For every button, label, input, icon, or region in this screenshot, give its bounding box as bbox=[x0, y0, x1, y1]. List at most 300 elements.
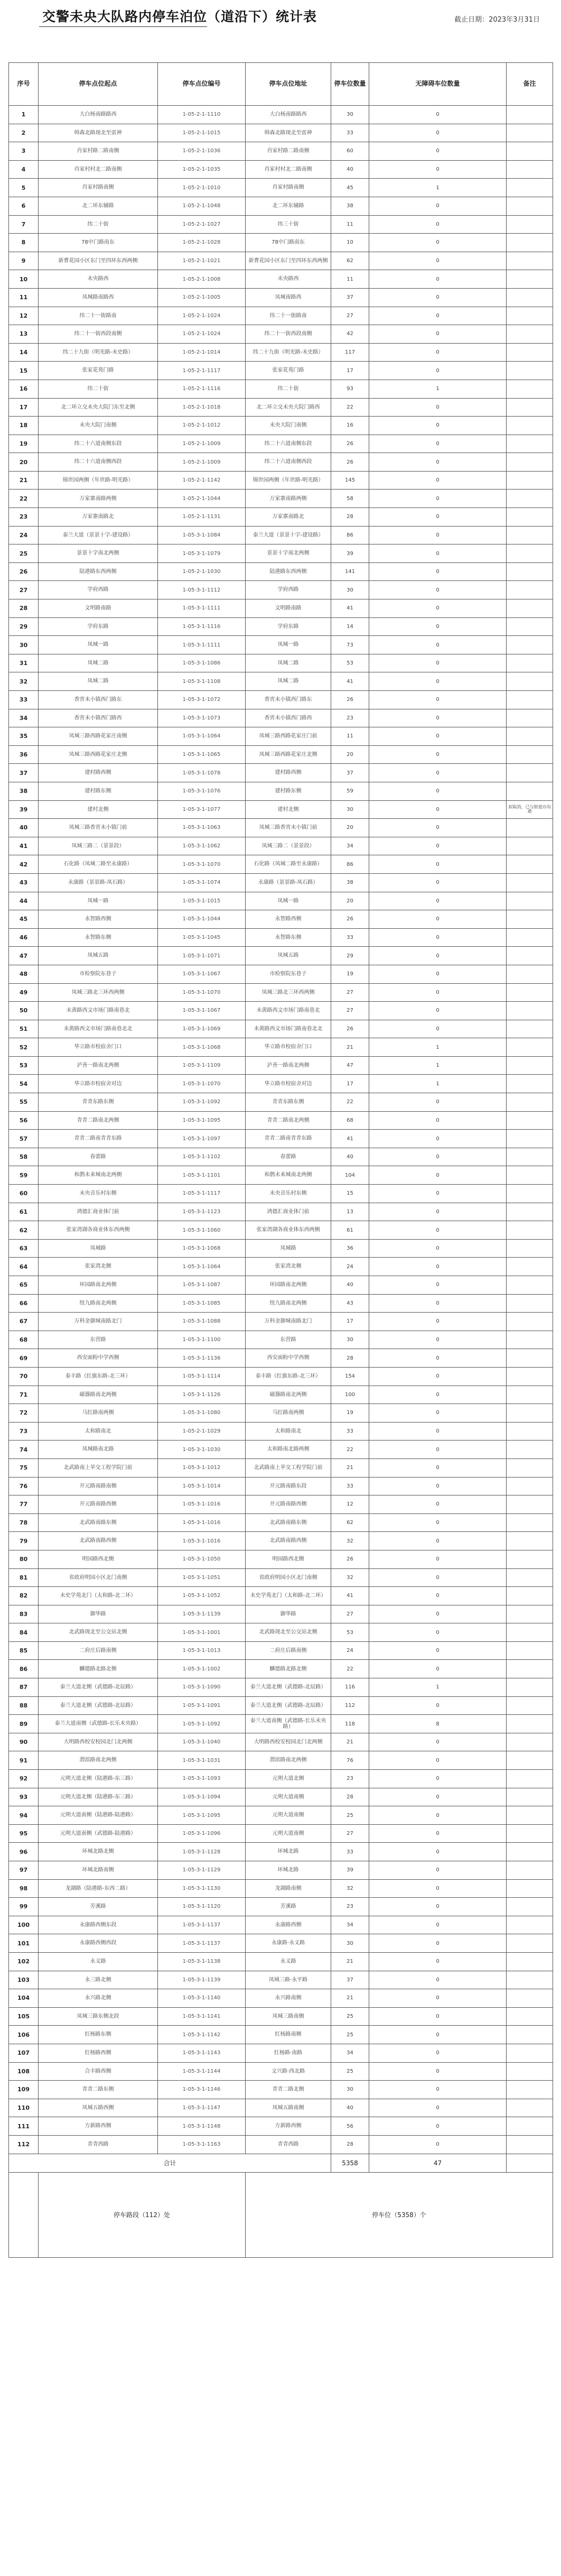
row-accessible-count: 0 bbox=[369, 1020, 507, 1038]
table-row bbox=[9, 2135, 553, 2154]
row-code: 1-05-3-1-1100 bbox=[158, 1331, 246, 1349]
row-count: 60 bbox=[331, 142, 369, 161]
row-seq: 57 bbox=[9, 1130, 39, 1148]
row-end-location: 凤城五路南侧 bbox=[246, 2099, 331, 2117]
table-row bbox=[9, 599, 553, 618]
row-code: 1-05-3-1-1016 bbox=[158, 1532, 246, 1550]
row-start-location: 凤城二路 bbox=[39, 672, 158, 691]
row-start-location: 渭滨路南北两侧 bbox=[39, 1751, 158, 1770]
row-start-location: 大明路西校安校园北门北两侧 bbox=[39, 1733, 158, 1751]
row-end-location: 肖家村路二路南侧 bbox=[246, 142, 331, 161]
row-accessible-count: 0 bbox=[369, 1367, 507, 1386]
row-end-location: 环城北路 bbox=[246, 1843, 331, 1861]
row-seq: 48 bbox=[9, 965, 39, 983]
row-accessible-count: 0 bbox=[369, 2026, 507, 2044]
row-remark bbox=[507, 1203, 553, 1221]
row-accessible-count: 0 bbox=[369, 709, 507, 727]
row-accessible-count: 0 bbox=[369, 1002, 507, 1020]
row-seq: 102 bbox=[9, 1952, 39, 1971]
row-code: 1-05-3-1-1095 bbox=[158, 1111, 246, 1130]
table-row bbox=[9, 1568, 553, 1587]
table-row bbox=[9, 1513, 553, 1532]
row-count: 26 bbox=[331, 435, 369, 453]
row-start-location: 北二环东辅路 bbox=[39, 197, 158, 215]
row-seq: 9 bbox=[9, 252, 39, 270]
row-remark bbox=[507, 691, 553, 709]
row-end-location: 青青二路南青青东路 bbox=[246, 1130, 331, 1148]
row-accessible-count: 0 bbox=[369, 928, 507, 947]
row-remark bbox=[507, 892, 553, 910]
row-code: 1-05-3-1-1092 bbox=[158, 1093, 246, 1112]
row-end-location: 泰兰大道南侧（武德路-长乐未央路） bbox=[246, 1715, 331, 1733]
row-start-location: 永智路西侧 bbox=[39, 910, 158, 929]
table-row bbox=[9, 362, 553, 380]
row-remark bbox=[507, 745, 553, 764]
table-row bbox=[9, 106, 553, 124]
table-row bbox=[9, 855, 553, 874]
table-row bbox=[9, 179, 553, 197]
table-row bbox=[9, 745, 553, 764]
row-seq: 53 bbox=[9, 1056, 39, 1075]
row-seq: 16 bbox=[9, 380, 39, 398]
table-row bbox=[9, 1477, 553, 1495]
row-end-location: 太和路南北路两侧 bbox=[246, 1441, 331, 1459]
row-seq: 13 bbox=[9, 325, 39, 344]
row-end-location: 纽九路南北两侧 bbox=[246, 1294, 331, 1313]
row-count: 93 bbox=[331, 380, 369, 398]
row-count: 25 bbox=[331, 2062, 369, 2081]
row-count: 41 bbox=[331, 672, 369, 691]
row-code: 1-05-3-1-1126 bbox=[158, 1386, 246, 1404]
row-remark bbox=[507, 1367, 553, 1386]
row-remark bbox=[507, 106, 553, 124]
row-count: 73 bbox=[331, 636, 369, 654]
row-start-location: 华立路市校宿舍对边 bbox=[39, 1075, 158, 1093]
row-remark bbox=[507, 1934, 553, 1953]
row-remark bbox=[507, 1185, 553, 1203]
row-remark bbox=[507, 1916, 553, 1934]
table-row bbox=[9, 1660, 553, 1678]
table-row bbox=[9, 1879, 553, 1898]
row-remark bbox=[507, 288, 553, 307]
row-accessible-count: 0 bbox=[369, 1770, 507, 1788]
table-row bbox=[9, 1331, 553, 1349]
row-accessible-count: 0 bbox=[369, 234, 507, 252]
row-code: 1-05-3-1-1116 bbox=[158, 617, 246, 636]
row-remark bbox=[507, 1806, 553, 1825]
row-accessible-count: 0 bbox=[369, 617, 507, 636]
table-row bbox=[9, 2099, 553, 2117]
row-code: 1-05-3-1-1072 bbox=[158, 691, 246, 709]
row-seq: 8 bbox=[9, 234, 39, 252]
row-count: 22 bbox=[331, 398, 369, 417]
row-seq: 94 bbox=[9, 1806, 39, 1825]
row-remark bbox=[507, 1568, 553, 1587]
row-remark bbox=[507, 417, 553, 435]
row-code: 1-05-2-1-1010 bbox=[158, 179, 246, 197]
table-row bbox=[9, 727, 553, 746]
row-seq: 49 bbox=[9, 983, 39, 1002]
row-seq: 44 bbox=[9, 892, 39, 910]
row-remark bbox=[507, 142, 553, 161]
row-start-location: 青青二路南北两侧 bbox=[39, 1111, 158, 1130]
row-seq: 70 bbox=[9, 1367, 39, 1386]
row-start-location: 元朔大道南侧（陆港路-陆港路） bbox=[39, 1806, 158, 1825]
row-end-location: 凤城三路香宵未小镇门前 bbox=[246, 819, 331, 837]
row-seq: 81 bbox=[9, 1568, 39, 1587]
table-row bbox=[9, 471, 553, 490]
table-row bbox=[9, 1056, 553, 1075]
row-seq: 41 bbox=[9, 837, 39, 855]
table-row bbox=[9, 1806, 553, 1825]
row-seq: 38 bbox=[9, 782, 39, 800]
row-remark bbox=[507, 1130, 553, 1148]
row-seq: 92 bbox=[9, 1770, 39, 1788]
row-end-location: 景景十字南北两侧 bbox=[246, 544, 331, 563]
row-start-location: 青青二路南青青东路 bbox=[39, 1130, 158, 1148]
row-end-location: 万科金御城南路北门 bbox=[246, 1313, 331, 1331]
row-accessible-count: 0 bbox=[369, 1843, 507, 1861]
row-remark bbox=[507, 544, 553, 563]
row-seq: 104 bbox=[9, 1989, 39, 2008]
row-code: 1-05-2-1-1024 bbox=[158, 325, 246, 344]
row-seq: 109 bbox=[9, 2081, 39, 2099]
row-remark bbox=[507, 562, 553, 581]
row-remark bbox=[507, 1349, 553, 1368]
row-seq: 72 bbox=[9, 1404, 39, 1423]
row-seq: 107 bbox=[9, 2044, 39, 2062]
row-start-location: 元朔大道南侧（武德路-陆港路） bbox=[39, 1824, 158, 1843]
row-start-location: 永康路西侧西段 bbox=[39, 1934, 158, 1953]
row-accessible-count: 1 bbox=[369, 1075, 507, 1093]
row-end-location: 二府庄后路南侧 bbox=[246, 1641, 331, 1660]
row-code: 1-05-3-1-1016 bbox=[158, 1513, 246, 1532]
row-seq: 61 bbox=[9, 1203, 39, 1221]
row-count: 41 bbox=[331, 1130, 369, 1148]
table-row bbox=[9, 636, 553, 654]
row-seq: 80 bbox=[9, 1550, 39, 1568]
row-count: 20 bbox=[331, 892, 369, 910]
row-start-location: 万科金御城南路北门 bbox=[39, 1313, 158, 1331]
table-row bbox=[9, 343, 553, 362]
total-count: 5358 bbox=[331, 2154, 369, 2172]
row-seq: 87 bbox=[9, 1678, 39, 1697]
row-count: 17 bbox=[331, 362, 369, 380]
row-start-location: 张家湾北侧 bbox=[39, 1258, 158, 1276]
row-remark bbox=[507, 325, 553, 344]
row-code: 1-05-2-1-1009 bbox=[158, 435, 246, 453]
row-seq: 64 bbox=[9, 1258, 39, 1276]
row-start-location: 泰兰大道北侧（武德路-北辰路） bbox=[39, 1678, 158, 1697]
document-title: 交警未央大队路内停车泊位（道沿下）统计表 bbox=[42, 9, 317, 24]
row-count: 30 bbox=[331, 1331, 369, 1349]
table-row bbox=[9, 1294, 553, 1313]
row-start-location: 元朔大道北侧（陆港路-东三路） bbox=[39, 1788, 158, 1806]
row-seq: 69 bbox=[9, 1349, 39, 1368]
row-end-location: 78中门路南东 bbox=[246, 234, 331, 252]
row-end-location: 青青西路 bbox=[246, 2135, 331, 2154]
table-row bbox=[9, 417, 553, 435]
row-code: 1-05-3-1-1062 bbox=[158, 837, 246, 855]
row-code: 1-05-3-1-1141 bbox=[158, 2007, 246, 2026]
row-count: 33 bbox=[331, 1843, 369, 1861]
row-code: 1-05-3-1-1142 bbox=[158, 2026, 246, 2044]
row-remark bbox=[507, 873, 553, 892]
summary-row bbox=[9, 2172, 553, 2257]
row-count: 145 bbox=[331, 471, 369, 490]
row-accessible-count: 1 bbox=[369, 1678, 507, 1697]
row-seq: 103 bbox=[9, 1971, 39, 1989]
row-end-location: 青青二路南北两侧 bbox=[246, 1111, 331, 1130]
row-remark bbox=[507, 1313, 553, 1331]
row-start-location: 纬二十一街路南 bbox=[39, 307, 158, 325]
table-row bbox=[9, 1696, 553, 1715]
row-accessible-count: 0 bbox=[369, 782, 507, 800]
row-count: 21 bbox=[331, 1458, 369, 1477]
row-count: 15 bbox=[331, 1185, 369, 1203]
row-seq: 75 bbox=[9, 1458, 39, 1477]
row-seq: 68 bbox=[9, 1331, 39, 1349]
row-start-location: 建村路东侧 bbox=[39, 782, 158, 800]
row-remark bbox=[507, 1678, 553, 1697]
row-seq: 50 bbox=[9, 1002, 39, 1020]
row-end-location: 锦世园两侧（年世路-明光路） bbox=[246, 471, 331, 490]
table-row bbox=[9, 1989, 553, 2008]
row-remark bbox=[507, 709, 553, 727]
row-remark bbox=[507, 1587, 553, 1605]
row-code: 1-05-3-1-1015 bbox=[158, 892, 246, 910]
row-seq: 82 bbox=[9, 1587, 39, 1605]
row-accessible-count: 0 bbox=[369, 1185, 507, 1203]
row-count: 39 bbox=[331, 544, 369, 563]
row-end-location: 凤城三路西路花家庄北侧 bbox=[246, 745, 331, 764]
row-start-location: 龙湖路（陆港路-东西二路） bbox=[39, 1879, 158, 1898]
row-seq: 111 bbox=[9, 2117, 39, 2136]
table-row bbox=[9, 215, 553, 234]
row-remark bbox=[507, 1733, 553, 1751]
row-remark bbox=[507, 1258, 553, 1276]
row-end-location: 纬三十街 bbox=[246, 215, 331, 234]
row-remark bbox=[507, 490, 553, 508]
row-end-location: 纬二十六道南侧西段 bbox=[246, 453, 331, 472]
row-accessible-count: 0 bbox=[369, 1258, 507, 1276]
row-accessible-count: 0 bbox=[369, 1916, 507, 1934]
row-seq: 86 bbox=[9, 1660, 39, 1678]
row-start-location: 芳溪路 bbox=[39, 1898, 158, 1916]
row-remark bbox=[507, 1093, 553, 1112]
row-accessible-count: 0 bbox=[369, 1093, 507, 1112]
table-row bbox=[9, 1623, 553, 1642]
row-seq: 47 bbox=[9, 947, 39, 965]
total-row bbox=[9, 2154, 553, 2172]
total-remark bbox=[507, 2154, 553, 2172]
row-accessible-count: 0 bbox=[369, 562, 507, 581]
row-accessible-count: 0 bbox=[369, 983, 507, 1002]
row-code: 1-05-3-1-1013 bbox=[158, 1641, 246, 1660]
row-remark bbox=[507, 1276, 553, 1295]
row-seq: 34 bbox=[9, 709, 39, 727]
row-code: 1-05-3-1-1096 bbox=[158, 1824, 246, 1843]
row-end-location: 万家寨南路两侧 bbox=[246, 490, 331, 508]
row-seq: 7 bbox=[9, 215, 39, 234]
row-code: 1-05-3-1-1117 bbox=[158, 1185, 246, 1203]
row-remark bbox=[507, 1331, 553, 1349]
row-accessible-count: 0 bbox=[369, 160, 507, 179]
row-count: 40 bbox=[331, 160, 369, 179]
row-seq: 23 bbox=[9, 508, 39, 527]
row-code: 1-05-2-1-1117 bbox=[158, 362, 246, 380]
row-count: 11 bbox=[331, 215, 369, 234]
row-remark bbox=[507, 1441, 553, 1459]
summary-spaces: 停车位（5358）个 bbox=[246, 2172, 553, 2257]
row-accessible-count: 0 bbox=[369, 1203, 507, 1221]
row-seq: 58 bbox=[9, 1148, 39, 1166]
row-code: 1-05-3-1-1088 bbox=[158, 1313, 246, 1331]
row-start-location: 新曹花园小区东门至四环东西两侧 bbox=[39, 252, 158, 270]
row-accessible-count: 0 bbox=[369, 855, 507, 874]
row-accessible-count: 0 bbox=[369, 508, 507, 527]
table-row bbox=[9, 2044, 553, 2062]
row-seq: 100 bbox=[9, 1916, 39, 1934]
row-start-location: 青青西路 bbox=[39, 2135, 158, 2154]
row-count: 23 bbox=[331, 1898, 369, 1916]
row-start-location: 未央路西 bbox=[39, 270, 158, 289]
row-remark bbox=[507, 1770, 553, 1788]
row-start-location: 开元路南路南侧 bbox=[39, 1477, 158, 1495]
row-start-location: 永康路（景景路-凤石路） bbox=[39, 873, 158, 892]
table-row bbox=[9, 288, 553, 307]
row-start-location: 凤城三路二（景景段） bbox=[39, 837, 158, 855]
row-end-location: 北武路南路东侧 bbox=[246, 1513, 331, 1532]
row-count: 37 bbox=[331, 1971, 369, 1989]
row-remark bbox=[507, 2117, 553, 2136]
row-code: 1-05-3-1-1045 bbox=[158, 928, 246, 947]
row-end-location: 北武路南路西侧 bbox=[246, 1532, 331, 1550]
table-row bbox=[9, 270, 553, 289]
row-end-location: 元朔大道北侧 bbox=[246, 1770, 331, 1788]
table-row bbox=[9, 928, 553, 947]
table-row bbox=[9, 562, 553, 581]
row-end-location: 永义路 bbox=[246, 1952, 331, 1971]
row-seq: 30 bbox=[9, 636, 39, 654]
row-end-location: 凤城三路西路花家庄门前 bbox=[246, 727, 331, 746]
table-row bbox=[9, 398, 553, 417]
header-code: 停车点位编号 bbox=[158, 63, 246, 106]
row-start-location: 鸿德汇商业体门前 bbox=[39, 1203, 158, 1221]
row-seq: 46 bbox=[9, 928, 39, 947]
row-code: 1-05-3-1-1148 bbox=[158, 2117, 246, 2136]
row-code: 1-05-3-1-1073 bbox=[158, 709, 246, 727]
row-start-location: 明园路西北侧 bbox=[39, 1550, 158, 1568]
row-count: 118 bbox=[331, 1715, 369, 1733]
table-row bbox=[9, 1367, 553, 1386]
row-end-location: 马红路南两侧 bbox=[246, 1404, 331, 1423]
row-count: 23 bbox=[331, 709, 369, 727]
row-remark bbox=[507, 197, 553, 215]
table-row bbox=[9, 837, 553, 855]
row-end-location: 纬二十一街路南 bbox=[246, 307, 331, 325]
row-count: 112 bbox=[331, 1696, 369, 1715]
row-seq: 65 bbox=[9, 1276, 39, 1295]
row-code: 1-05-3-1-1108 bbox=[158, 672, 246, 691]
row-code: 1-05-2-1-1035 bbox=[158, 160, 246, 179]
row-start-location: 石化路（凤城二路至永康路） bbox=[39, 855, 158, 874]
row-count: 62 bbox=[331, 1513, 369, 1532]
row-count: 45 bbox=[331, 179, 369, 197]
row-seq: 26 bbox=[9, 562, 39, 581]
row-start-location: 凤城路南路西 bbox=[39, 288, 158, 307]
row-start-location: 纽九路南北两侧 bbox=[39, 1294, 158, 1313]
row-accessible-count: 0 bbox=[369, 599, 507, 618]
row-end-location: 元朔大道南侧 bbox=[246, 1806, 331, 1825]
row-end-location: 北武路现北至公交站北侧 bbox=[246, 1623, 331, 1642]
row-count: 27 bbox=[331, 1002, 369, 1020]
row-seq: 91 bbox=[9, 1751, 39, 1770]
table-row bbox=[9, 1221, 553, 1240]
row-accessible-count: 0 bbox=[369, 1458, 507, 1477]
row-seq: 29 bbox=[9, 617, 39, 636]
row-code: 1-05-3-1-1086 bbox=[158, 654, 246, 672]
row-remark bbox=[507, 380, 553, 398]
row-accessible-count: 0 bbox=[369, 1148, 507, 1166]
row-seq: 74 bbox=[9, 1441, 39, 1459]
row-code: 1-05-3-1-1095 bbox=[158, 1806, 246, 1825]
row-count: 38 bbox=[331, 873, 369, 892]
row-remark bbox=[507, 983, 553, 1002]
row-remark bbox=[507, 234, 553, 252]
row-code: 1-05-3-1-1091 bbox=[158, 1696, 246, 1715]
row-code: 1-05-3-1-1128 bbox=[158, 1843, 246, 1861]
row-end-location: 大白杨南路路西 bbox=[246, 106, 331, 124]
row-end-location: 凤城一路 bbox=[246, 892, 331, 910]
row-count: 33 bbox=[331, 1477, 369, 1495]
row-accessible-count: 0 bbox=[369, 910, 507, 929]
row-start-location: 纬二十街 bbox=[39, 215, 158, 234]
row-end-location: 纬二十一街西段南侧 bbox=[246, 325, 331, 344]
row-seq: 51 bbox=[9, 1020, 39, 1038]
table-row bbox=[9, 1404, 553, 1423]
table-row bbox=[9, 1441, 553, 1459]
row-start-location: 韩森北路现北至雷神 bbox=[39, 124, 158, 142]
table-row bbox=[9, 672, 553, 691]
table-row bbox=[9, 910, 553, 929]
row-start-location: 北武路南路东侧 bbox=[39, 1513, 158, 1532]
row-seq: 45 bbox=[9, 910, 39, 929]
row-count: 10 bbox=[331, 234, 369, 252]
row-count: 41 bbox=[331, 1587, 369, 1605]
table-row bbox=[9, 800, 553, 819]
row-seq: 84 bbox=[9, 1623, 39, 1642]
row-code: 1-05-2-1-1024 bbox=[158, 307, 246, 325]
row-start-location: 万家寨南路两侧 bbox=[39, 490, 158, 508]
table-row bbox=[9, 1678, 553, 1697]
row-end-location: 韩森北路现北至雷神 bbox=[246, 124, 331, 142]
row-end-location: 学府东路 bbox=[246, 617, 331, 636]
row-start-location: 永义路 bbox=[39, 1952, 158, 1971]
row-accessible-count: 0 bbox=[369, 453, 507, 472]
row-code: 1-05-3-1-1144 bbox=[158, 2062, 246, 2081]
row-count: 25 bbox=[331, 2026, 369, 2044]
row-remark bbox=[507, 1458, 553, 1477]
row-start-location: 凤城三路北三环西两侧 bbox=[39, 983, 158, 1002]
row-start-location: 陆港路东西两侧 bbox=[39, 562, 158, 581]
row-count: 17 bbox=[331, 1075, 369, 1093]
row-code: 1-05-2-1-1044 bbox=[158, 490, 246, 508]
row-count: 37 bbox=[331, 764, 369, 782]
row-remark bbox=[507, 1294, 553, 1313]
row-code: 1-05-3-1-1067 bbox=[158, 965, 246, 983]
row-code: 1-05-2-1-1005 bbox=[158, 288, 246, 307]
